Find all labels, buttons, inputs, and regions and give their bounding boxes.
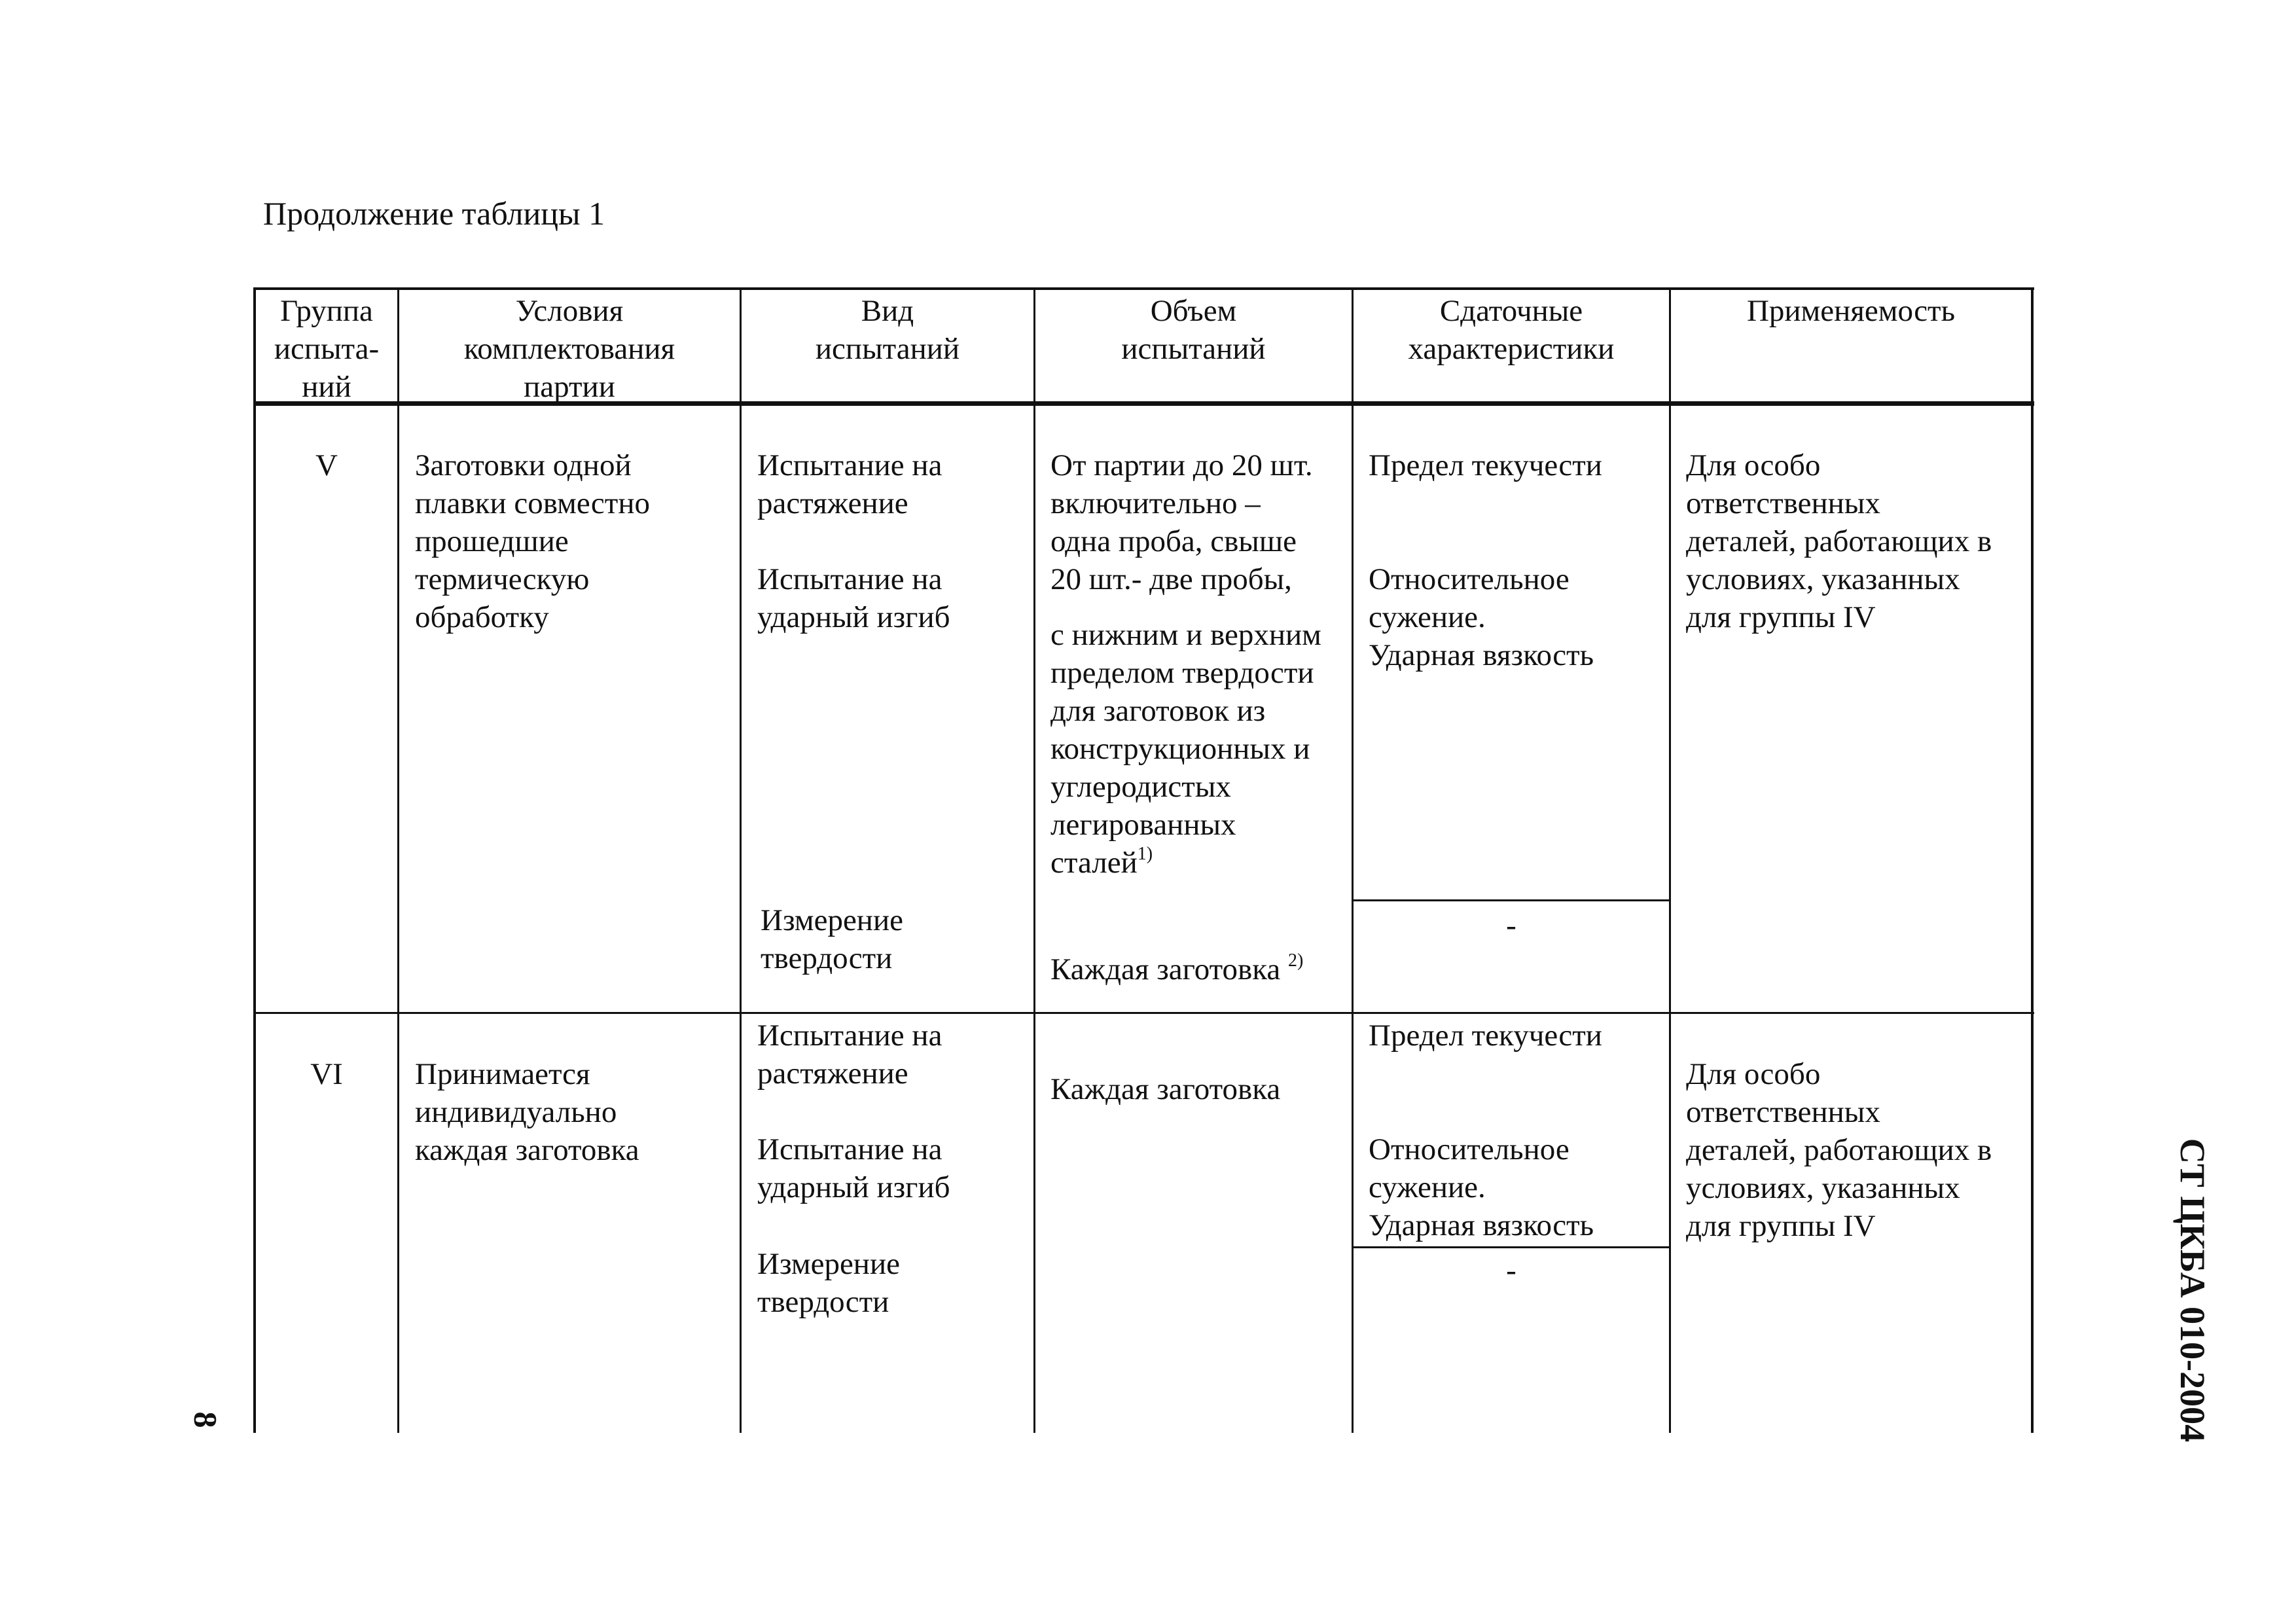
- row-vi-group: VI: [310, 1057, 343, 1091]
- header-test-type: Вид испытаний: [815, 294, 960, 366]
- row-vi-characteristics-upper: Предел текучести Относительное сужение. Ударная вязкость: [1369, 1019, 1602, 1242]
- row-vi-characteristics-lower: -: [1506, 1254, 1516, 1288]
- row-v-volume-middle: с нижним и верхним пределом твердости для заготовок из конструкционных и углеродистых легированных сталей$^{1)}$: [1050, 618, 1321, 880]
- page-number: 8: [187, 1411, 224, 1428]
- col-line-2: [740, 287, 742, 1433]
- row-vi-tests-lower: Измерение твердости: [757, 1247, 900, 1319]
- row-vi-tests-upper: Испытание на растяжение Испытание на ударный изгиб: [757, 1019, 950, 1204]
- col-line-5: [1669, 287, 1671, 1433]
- col-line-6: [2031, 287, 2034, 1433]
- char-subdivider-v: [1353, 899, 1670, 901]
- col-line-3: [1033, 287, 1035, 1433]
- header-characteristics: Сдаточные характеристики: [1408, 294, 1615, 366]
- footnote-1-marker: 1): [1137, 844, 1153, 864]
- table-top-border: [254, 287, 2034, 290]
- row-v-applicability: Для особо ответственных деталей, работающих в условиях, указанных для группы IV: [1686, 448, 1992, 634]
- footnote-2-marker: 2): [1287, 950, 1304, 971]
- document-id: СТ ЦКБА 010-2004: [2173, 1138, 2212, 1443]
- row-vi-applicability: Для особо ответственных деталей, работающих в условиях, указанных для группы IV: [1686, 1057, 1992, 1243]
- row-vi-volume: Каждая заготовка: [1050, 1072, 1281, 1106]
- col-line-0: [253, 287, 256, 1433]
- row-v-characteristics-upper: Предел текучести Относительное сужение. Ударная вязкость: [1369, 448, 1602, 672]
- table-caption: Продолжение таблицы 1: [263, 195, 605, 232]
- row-v-volume-lower: Каждая заготовка $^{2)}$: [1050, 950, 1304, 986]
- row-v-group: V: [315, 448, 338, 482]
- col-line-1: [397, 287, 399, 1433]
- row-v-characteristics-lower: -: [1506, 909, 1516, 943]
- header-test-volume: Объем испытаний: [1121, 294, 1266, 366]
- row-v-tests-lower: Измерение твердости: [761, 903, 903, 975]
- row-v-tests-upper: Испытание на растяжение Испытание на ударный изгиб: [757, 448, 950, 634]
- row-v-conditions: Заготовки одной плавки совместно прошедшие термическую обработку: [415, 448, 650, 634]
- col-line-4: [1352, 287, 1354, 1433]
- row-vi-conditions: Принимается индивидуально каждая заготовка: [415, 1057, 639, 1167]
- header-applicability: Применяемость: [1746, 294, 1956, 328]
- char-subdivider-vi: [1353, 1246, 1670, 1248]
- header-conditions: Условия комплектования партии: [463, 294, 675, 404]
- header-group: Группа испыта- ний: [274, 294, 380, 404]
- row-divider: [254, 1012, 2034, 1014]
- row-v-volume-upper: От партии до 20 шт. включительно – одна проба, свыше 20 шт.- две пробы,: [1050, 448, 1313, 596]
